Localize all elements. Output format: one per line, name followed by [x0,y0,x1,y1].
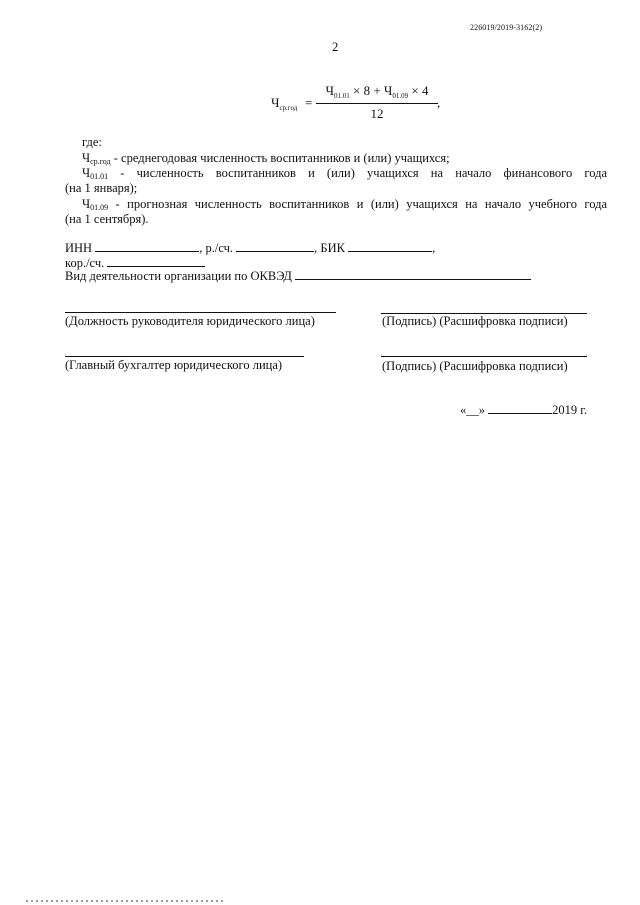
rs-label: , р./сч. [199,241,234,255]
kors-field[interactable] [107,256,205,267]
definition-1: Чср.год - среднегодовая численность воспитанников и (или) учащихся; [82,151,450,166]
page-number: 2 [332,40,339,54]
bik-field[interactable] [348,241,432,252]
date-month-field[interactable] [488,403,552,414]
document-number: 226019/2019-3162(2) [470,23,543,32]
accountant-signature-line[interactable] [381,356,587,357]
inn-label: ИНН [65,241,93,255]
definition-3-line1: Ч01.09 - прогнозная численность воспитанников и (или) учащихся на начало учебного года [82,197,607,212]
requisites-row-3 [65,269,531,284]
formula-comma: , [437,95,441,110]
date-line: «__» 2019 г. [460,403,588,417]
accountant-caption: (Главный бухгалтер юридического лица) [65,358,283,372]
formula [271,83,451,119]
okved-field[interactable] [295,269,531,280]
where-label: где: [82,135,102,149]
date-day-field[interactable]: __ [466,403,479,417]
head-signature-caption: (Подпись) (Расшифровка подписи) [382,314,568,328]
date-year: 2019 г. [552,403,588,417]
definition-3-line2: (на 1 сентября). [65,212,149,226]
formula-lhs: $Ч_{ср.год}$ [271,95,298,112]
bik-label: , БИК [314,241,345,255]
kors-label: кор./сч. [65,256,105,270]
okved-label: Вид деятельности организации по ОКВЭД [65,269,292,283]
requisites-row-1: ИНН , р./сч. , БИК , [65,241,436,255]
definition-2-line1: Ч01.01 - численность воспитанников и (или) учащихся на начало финансового года [82,166,607,181]
rs-field[interactable] [236,241,314,252]
accountant-line[interactable] [65,356,304,357]
scan-artifact [26,900,226,902]
fraction-bar [316,103,438,104]
head-position-caption: (Должность руководителя юридического лица) [65,314,315,328]
definition-2-line2: (на 1 января); [65,181,138,195]
head-position-line[interactable] [65,312,336,313]
formula-numerator: $Ч_{01.01} \times 8 + Ч_{01.09} \times 4$ [325,83,429,100]
formula-denominator: 12 [370,106,384,121]
accountant-signature-caption: (Подпись) (Расшифровка подписи) [382,359,568,373]
inn-field[interactable] [95,241,199,252]
formula-equals: = [305,95,313,110]
